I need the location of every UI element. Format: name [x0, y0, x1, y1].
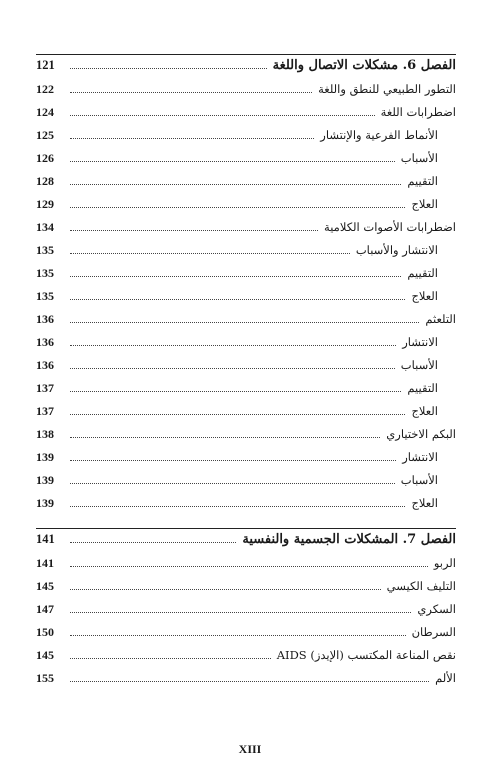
dot-leader — [70, 345, 396, 346]
toc-entry[interactable] — [36, 197, 456, 217]
dot-leader — [70, 658, 271, 659]
toc-entry[interactable] — [36, 381, 456, 401]
dot-leader — [70, 184, 401, 185]
toc-entry[interactable] — [36, 404, 456, 424]
toc-page-number: 155 — [36, 671, 54, 685]
toc-entry-title: الألم — [435, 671, 456, 685]
toc-entry-title: البكم الاختياري — [386, 427, 456, 441]
toc-page-number: 141 — [36, 532, 55, 546]
toc-page-number: 145 — [36, 648, 54, 662]
toc-page-number: 126 — [36, 151, 54, 165]
dot-leader — [70, 589, 381, 590]
dot-leader — [70, 391, 401, 392]
dot-leader — [70, 414, 405, 415]
dot-leader — [70, 92, 312, 93]
toc-entry-title: نقص المناعة المكتسب (الإيدز) AIDS — [276, 648, 456, 662]
toc-entry-title: الأسباب — [400, 473, 438, 487]
toc-entry[interactable] — [36, 289, 456, 309]
page-folio: XIII — [238, 742, 262, 756]
dot-leader — [70, 437, 380, 438]
toc-page-number: 147 — [36, 602, 54, 616]
dot-leader — [70, 207, 405, 208]
toc-page-number: 137 — [36, 404, 54, 418]
toc-entry-title: التليف الكيسي — [386, 579, 456, 593]
toc-page-number: 122 — [36, 82, 54, 96]
toc-entry[interactable] — [36, 579, 456, 599]
toc-entry[interactable] — [36, 128, 456, 148]
toc-page-number: 121 — [36, 58, 55, 72]
toc-entry[interactable] — [36, 105, 456, 125]
dot-leader — [70, 542, 236, 543]
toc-entry[interactable] — [36, 243, 456, 263]
toc-page-number: 139 — [36, 496, 54, 510]
dot-leader — [70, 566, 428, 567]
toc-page-number: 137 — [36, 381, 54, 395]
dot-leader — [70, 138, 314, 139]
toc-entry-title: السكري — [417, 602, 456, 616]
dot-leader — [70, 612, 411, 613]
toc-entry-title: اضطرابات اللغة — [380, 105, 456, 119]
toc-entry-title: التلعثم — [425, 312, 456, 326]
toc-page-number: 141 — [36, 556, 54, 570]
dot-leader — [70, 506, 405, 507]
toc-entry-title: الأسباب — [400, 151, 438, 165]
toc-entry-title: الفصل 7. المشكلات الجسمية والنفسية — [242, 532, 456, 547]
toc-page-number: 136 — [36, 312, 54, 326]
toc-page-number: 135 — [36, 289, 54, 303]
toc-page-number: 145 — [36, 579, 54, 593]
dot-leader — [70, 635, 406, 636]
toc-entry[interactable] — [36, 82, 456, 102]
toc-entry-title: الانتشار والأسباب — [355, 243, 438, 257]
chapter-6-rule — [36, 54, 456, 55]
toc-chapter-6[interactable] — [36, 58, 456, 78]
toc-entry[interactable] — [36, 648, 456, 668]
toc-entry[interactable] — [36, 671, 456, 691]
toc-entry-title: العلاج — [411, 496, 438, 510]
toc-page-number: 135 — [36, 266, 54, 280]
toc-entry[interactable] — [36, 335, 456, 355]
toc-entry[interactable] — [36, 427, 456, 447]
toc-page-number: 135 — [36, 243, 54, 257]
toc-entry-title: التطور الطبيعي للنطق واللغة — [318, 82, 456, 96]
dot-leader — [70, 115, 375, 116]
toc-entry[interactable] — [36, 266, 456, 286]
toc-page-number: 136 — [36, 335, 54, 349]
toc-page-number: 138 — [36, 427, 54, 441]
toc-page-number: 139 — [36, 450, 54, 464]
toc-entry[interactable] — [36, 625, 456, 645]
toc-entry-title: العلاج — [411, 197, 438, 211]
dot-leader — [70, 322, 419, 323]
toc-entry[interactable] — [36, 496, 456, 516]
toc-page-number: 150 — [36, 625, 54, 639]
toc-entry-title: العلاج — [411, 289, 438, 303]
toc-page-number: 129 — [36, 197, 54, 211]
toc-entry[interactable] — [36, 556, 456, 576]
toc-page-number: 134 — [36, 220, 54, 234]
toc-entry-title: الانتشار — [402, 335, 438, 349]
dot-leader — [70, 161, 395, 162]
dot-leader — [70, 681, 429, 682]
chapter-7-rule — [36, 528, 456, 529]
toc-entry[interactable] — [36, 151, 456, 171]
toc-page-number: 125 — [36, 128, 54, 142]
toc-entry-title: العلاج — [411, 404, 438, 418]
dot-leader — [70, 276, 401, 277]
toc-entry[interactable] — [36, 473, 456, 493]
toc-entry-title: التقييم — [407, 266, 438, 280]
toc-entry[interactable] — [36, 312, 456, 332]
dot-leader — [70, 368, 395, 369]
toc-page-number: 128 — [36, 174, 54, 188]
toc-entry-title: الأنماط الفرعية والإنتشار — [320, 128, 438, 142]
toc-entry[interactable] — [36, 602, 456, 622]
toc-entry-title: اضطرابات الأصوات الكلامية — [324, 220, 456, 234]
toc-page-number: 136 — [36, 358, 54, 372]
toc-entry-title: السرطان — [411, 625, 456, 639]
toc-entry-title: الانتشار — [402, 450, 438, 464]
dot-leader — [70, 230, 318, 231]
toc-entry[interactable] — [36, 358, 456, 378]
toc-entry-title: الفصل 6. مشكلات الاتصال واللغة — [272, 58, 456, 73]
toc-entry[interactable] — [36, 450, 456, 470]
toc-page-number: 139 — [36, 473, 54, 487]
dot-leader — [70, 299, 405, 300]
toc-entry-title: التقييم — [407, 381, 438, 395]
toc-entry-title: الأسباب — [400, 358, 438, 372]
toc-chapter-7[interactable] — [36, 532, 456, 552]
toc-page-number: 124 — [36, 105, 54, 119]
dot-leader — [70, 483, 395, 484]
toc-entry-title: الربو — [433, 556, 456, 570]
toc-entry[interactable] — [36, 174, 456, 194]
toc-entry-title: التقييم — [407, 174, 438, 188]
toc-entry[interactable] — [36, 220, 456, 240]
dot-leader — [70, 68, 267, 69]
dot-leader — [70, 253, 350, 254]
dot-leader — [70, 460, 396, 461]
